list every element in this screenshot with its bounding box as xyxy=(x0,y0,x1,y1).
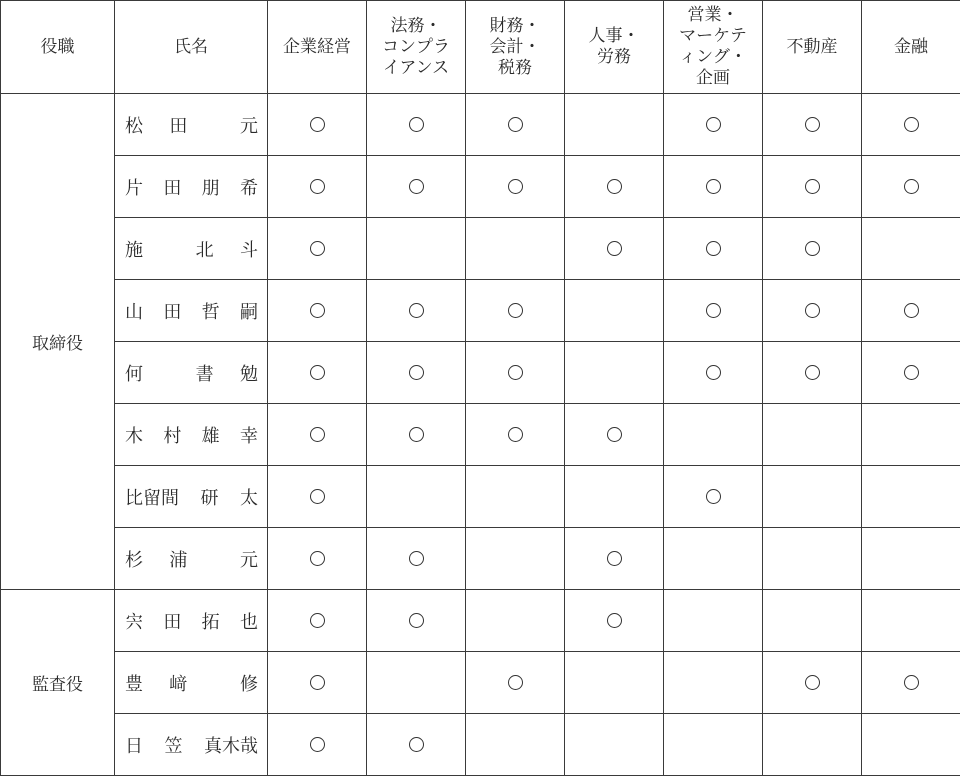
skill-cell xyxy=(565,404,664,466)
skill-cell xyxy=(664,156,763,218)
name-part: 山 xyxy=(125,301,143,323)
header-skill-line: 税務 xyxy=(498,57,532,78)
table-row xyxy=(1,714,960,776)
name-cell xyxy=(115,280,268,342)
skill-cell xyxy=(664,714,763,776)
circle-mark-icon xyxy=(310,737,325,752)
table-row xyxy=(1,466,960,528)
circle-mark-icon xyxy=(706,117,721,132)
circle-mark-icon xyxy=(706,303,721,318)
name-part: 松 xyxy=(125,115,143,137)
circle-mark-icon xyxy=(310,179,325,194)
name-cell xyxy=(115,466,268,528)
member-name xyxy=(115,484,267,510)
skill-cell xyxy=(763,94,862,156)
circle-mark-icon xyxy=(508,117,523,132)
header-row xyxy=(1,1,960,94)
skill-cell xyxy=(466,94,565,156)
table-row xyxy=(1,280,960,342)
name-part: 木 xyxy=(125,425,143,447)
name-part: 村 xyxy=(163,425,182,447)
table-row xyxy=(1,528,960,590)
circle-mark-icon xyxy=(310,613,325,628)
circle-mark-icon xyxy=(409,365,424,380)
circle-mark-icon xyxy=(310,241,325,256)
skill-cell xyxy=(466,714,565,776)
circle-mark-icon xyxy=(409,303,424,318)
skill-cell xyxy=(466,156,565,218)
skill-cell xyxy=(268,404,367,466)
skill-cell xyxy=(466,404,565,466)
member-name xyxy=(115,236,267,262)
name-part: 朋 xyxy=(201,177,220,199)
name-part: 﨑 xyxy=(169,673,188,695)
skill-cell xyxy=(466,280,565,342)
member-name xyxy=(115,174,267,200)
skill-cell xyxy=(367,714,466,776)
name-part: 田 xyxy=(163,301,182,323)
circle-mark-icon xyxy=(904,179,919,194)
skill-cell xyxy=(565,156,664,218)
header-skill-line: 金融 xyxy=(894,36,928,57)
circle-mark-icon xyxy=(706,489,721,504)
skill-cell xyxy=(565,218,664,280)
skill-cell xyxy=(466,528,565,590)
header-skill-line: マーケテ xyxy=(679,26,747,46)
skill-cell xyxy=(466,466,565,528)
skill-cell xyxy=(763,218,862,280)
skill-cell xyxy=(862,404,960,466)
skill-cell xyxy=(565,590,664,652)
skill-cell xyxy=(268,94,367,156)
circle-mark-icon xyxy=(904,365,919,380)
header-skill xyxy=(565,1,664,94)
skill-cell xyxy=(664,94,763,156)
skill-cell xyxy=(862,342,960,404)
header-skill-line: イアンス xyxy=(382,57,450,78)
circle-mark-icon xyxy=(508,179,523,194)
skill-cell xyxy=(367,590,466,652)
name-part: 宍 xyxy=(125,611,143,633)
member-name xyxy=(115,732,267,758)
member-name xyxy=(115,360,267,386)
name-part: 拓 xyxy=(201,611,220,633)
circle-mark-icon xyxy=(409,117,424,132)
circle-mark-icon xyxy=(805,117,820,132)
skill-cell xyxy=(367,280,466,342)
circle-mark-icon xyxy=(409,551,424,566)
name-part: 真木哉 xyxy=(204,735,258,757)
skill-cell xyxy=(565,94,664,156)
skill-cell xyxy=(664,404,763,466)
circle-mark-icon xyxy=(805,365,820,380)
header-skill-line: 不動産 xyxy=(786,36,838,57)
header-skill-line: 人事・ xyxy=(588,26,640,46)
header-skill-line: 会計・ xyxy=(489,36,541,57)
member-name xyxy=(115,546,267,572)
skill-cell xyxy=(565,528,664,590)
skill-cell xyxy=(763,528,862,590)
header-name: 氏名 xyxy=(115,1,268,94)
circle-mark-icon xyxy=(607,241,622,256)
skill-cell xyxy=(565,652,664,714)
circle-mark-icon xyxy=(607,427,622,442)
name-part: 研 xyxy=(200,487,219,509)
role-cell: 取締役 xyxy=(1,94,115,590)
skill-cell xyxy=(763,466,862,528)
name-part: 雄 xyxy=(201,425,220,447)
header-skill xyxy=(763,1,862,94)
name-part: 希 xyxy=(239,177,258,199)
skill-cell xyxy=(565,280,664,342)
skill-cell xyxy=(268,156,367,218)
skill-cell xyxy=(862,528,960,590)
circle-mark-icon xyxy=(409,427,424,442)
header-skill xyxy=(367,1,466,94)
skill-cell xyxy=(664,590,763,652)
circle-mark-icon xyxy=(805,241,820,256)
skill-cell xyxy=(565,714,664,776)
skill-cell xyxy=(268,528,367,590)
skill-cell xyxy=(763,652,862,714)
circle-mark-icon xyxy=(310,675,325,690)
name-part: 哲 xyxy=(201,301,220,323)
skill-cell xyxy=(862,714,960,776)
name-cell xyxy=(115,342,268,404)
circle-mark-icon xyxy=(409,179,424,194)
circle-mark-icon xyxy=(706,241,721,256)
name-part: 比留間 xyxy=(125,487,179,509)
name-part: 片 xyxy=(125,177,143,199)
circle-mark-icon xyxy=(310,551,325,566)
header-skill-line: 企画 xyxy=(696,68,730,88)
role-cell: 監査役 xyxy=(1,590,115,776)
name-part: 笠 xyxy=(164,735,183,757)
skill-cell xyxy=(565,466,664,528)
skill-cell xyxy=(763,342,862,404)
circle-mark-icon xyxy=(310,427,325,442)
name-part: 北 xyxy=(195,239,214,261)
skill-cell xyxy=(367,404,466,466)
skill-cell xyxy=(466,652,565,714)
skill-cell xyxy=(763,404,862,466)
skill-cell xyxy=(268,280,367,342)
name-part: 也 xyxy=(239,611,258,633)
header-skill-line: ィング・ xyxy=(679,47,747,67)
member-name xyxy=(115,422,267,448)
skill-cell xyxy=(862,156,960,218)
name-cell xyxy=(115,652,268,714)
header-role: 役職 xyxy=(1,1,115,94)
circle-mark-icon xyxy=(706,179,721,194)
table-row xyxy=(1,156,960,218)
circle-mark-icon xyxy=(607,551,622,566)
skill-cell xyxy=(763,156,862,218)
circle-mark-icon xyxy=(310,489,325,504)
circle-mark-icon xyxy=(310,117,325,132)
name-part: 書 xyxy=(195,363,214,385)
table-header xyxy=(1,1,960,94)
skill-cell xyxy=(268,714,367,776)
skill-cell xyxy=(268,342,367,404)
skill-cell xyxy=(268,652,367,714)
name-cell xyxy=(115,156,268,218)
skill-cell xyxy=(862,590,960,652)
skill-cell xyxy=(268,466,367,528)
skill-cell xyxy=(664,528,763,590)
circle-mark-icon xyxy=(508,303,523,318)
circle-mark-icon xyxy=(805,303,820,318)
name-part: 田 xyxy=(163,177,182,199)
skill-cell xyxy=(268,218,367,280)
header-skill-line: 労務 xyxy=(597,47,631,67)
header-skill-line: 法務・ xyxy=(390,15,442,36)
circle-mark-icon xyxy=(409,613,424,628)
name-cell xyxy=(115,218,268,280)
skill-cell xyxy=(763,714,862,776)
circle-mark-icon xyxy=(805,675,820,690)
table-row xyxy=(1,404,960,466)
member-name xyxy=(115,608,267,634)
skill-cell xyxy=(664,342,763,404)
header-skill xyxy=(862,1,960,94)
skill-cell xyxy=(862,466,960,528)
skill-cell xyxy=(367,652,466,714)
header-skill xyxy=(268,1,367,94)
circle-mark-icon xyxy=(310,303,325,318)
name-part: 浦 xyxy=(169,549,188,571)
circle-mark-icon xyxy=(508,365,523,380)
name-part: 何 xyxy=(125,363,143,385)
member-name xyxy=(115,298,267,324)
skill-cell xyxy=(268,590,367,652)
circle-mark-icon xyxy=(310,365,325,380)
skill-cell xyxy=(763,590,862,652)
name-part: 元 xyxy=(239,115,258,137)
skill-cell xyxy=(862,94,960,156)
skill-cell xyxy=(664,280,763,342)
table-row xyxy=(1,590,960,652)
circle-mark-icon xyxy=(904,675,919,690)
name-part: 嗣 xyxy=(239,301,258,323)
skill-cell xyxy=(367,528,466,590)
name-part: 施 xyxy=(125,239,143,261)
skill-cell xyxy=(466,590,565,652)
skill-cell xyxy=(565,342,664,404)
circle-mark-icon xyxy=(409,737,424,752)
name-cell xyxy=(115,590,268,652)
name-cell xyxy=(115,94,268,156)
header-skill xyxy=(664,1,763,94)
table-row xyxy=(1,652,960,714)
name-part: 勉 xyxy=(239,363,258,385)
skill-cell xyxy=(664,652,763,714)
circle-mark-icon xyxy=(706,365,721,380)
name-part: 田 xyxy=(169,115,188,137)
member-name xyxy=(115,670,267,696)
table-row xyxy=(1,94,960,156)
circle-mark-icon xyxy=(607,613,622,628)
header-skill-line: コンプラ xyxy=(382,36,450,57)
skill-cell xyxy=(862,218,960,280)
skill-cell xyxy=(367,156,466,218)
name-cell xyxy=(115,528,268,590)
skill-cell xyxy=(367,94,466,156)
name-part: 幸 xyxy=(239,425,258,447)
name-part: 豊 xyxy=(125,673,143,695)
skill-cell xyxy=(763,280,862,342)
name-part: 元 xyxy=(239,549,258,571)
circle-mark-icon xyxy=(508,427,523,442)
name-part: 田 xyxy=(163,611,182,633)
skill-cell xyxy=(664,218,763,280)
skill-cell xyxy=(466,342,565,404)
name-part: 日 xyxy=(125,735,143,757)
header-skill-line: 企業経営 xyxy=(283,36,351,57)
table-row xyxy=(1,218,960,280)
circle-mark-icon xyxy=(904,117,919,132)
circle-mark-icon xyxy=(904,303,919,318)
skill-cell xyxy=(367,466,466,528)
table-row xyxy=(1,342,960,404)
skill-cell xyxy=(862,652,960,714)
skill-cell xyxy=(367,342,466,404)
name-part: 斗 xyxy=(239,239,258,261)
member-name xyxy=(115,112,267,138)
table-body xyxy=(1,94,960,776)
circle-mark-icon xyxy=(508,675,523,690)
header-skill-line: 営業・ xyxy=(687,5,739,25)
skill-cell xyxy=(466,218,565,280)
name-part: 太 xyxy=(240,487,258,509)
name-cell xyxy=(115,404,268,466)
name-part: 修 xyxy=(239,673,258,695)
name-part: 杉 xyxy=(125,549,143,571)
skill-cell xyxy=(367,218,466,280)
circle-mark-icon xyxy=(607,179,622,194)
name-cell xyxy=(115,714,268,776)
header-skill xyxy=(466,1,565,94)
skill-cell xyxy=(862,280,960,342)
circle-mark-icon xyxy=(805,179,820,194)
skill-cell xyxy=(664,466,763,528)
header-skill-line: 財務・ xyxy=(489,15,541,36)
